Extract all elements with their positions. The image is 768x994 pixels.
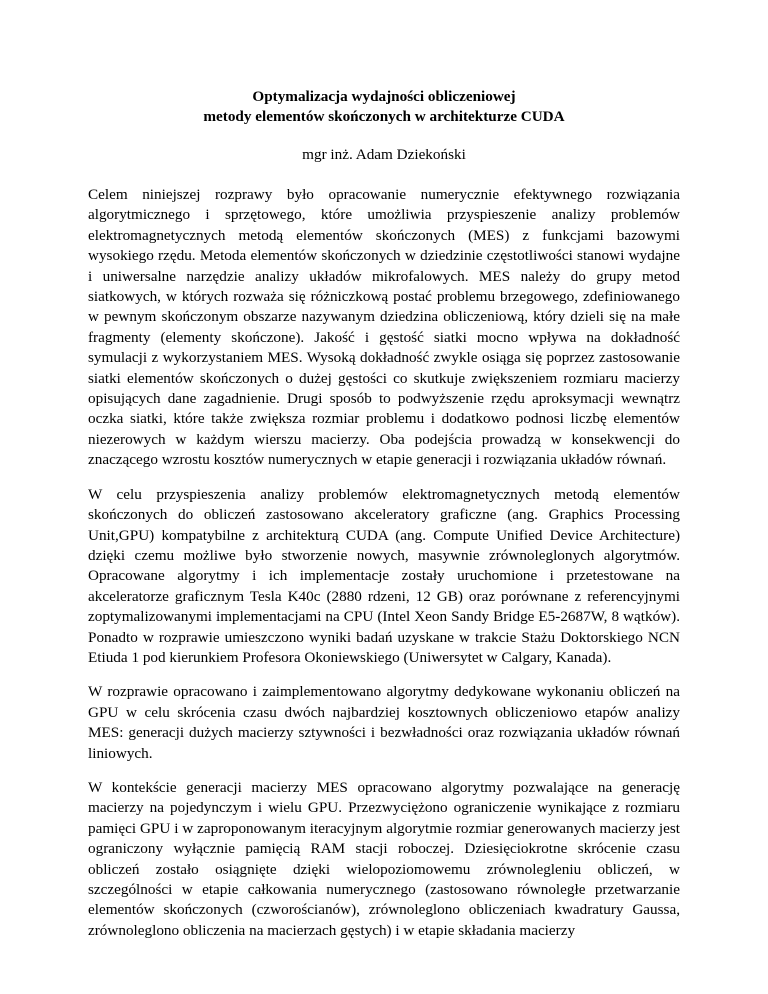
title-line-1: Optymalizacja wydajności obliczeniowej <box>252 88 516 105</box>
paragraph-3: W rozprawie opracowano i zaimplementowano algorytmy dedykowane wykonaniu obliczeń na GPU w celu skrócenia czasu dwóch najbardziej kosztownych obliczeniowo etapów analizy MES: generacji dużych macierzy sztywności i bezwładności oraz rozwiązania układów równań liniowych. <box>88 683 680 762</box>
paragraph-2: W celu przyspieszenia analizy problemów elektromagnetycznych metodą elementów skończonych do obliczeń zastosowano akceleratory graficzne (ang. Graphics Processing Unit,GPU) kompatybilne z architekturą CUDA (ang. Compute Unified Device Architecture) dzięki czemu możliwe było stworzenie nowych, masywnie zrównoleglonych algorytmów. Opracowane algorytmy i ich implementacje zostały uruchomione i przetestowane na akceleratorze graficznym Tesla K40c (2880 rdzeni, 12 GB) oraz porównane z referencyjnymi zoptymalizowanymi implementacjami na CPU (Intel Xeon Sandy Bridge E5-2687W, 8 wątków). Ponadto w rozprawie umieszczono wyniki badań uzyskane w trakcie Stażu Doktorskiego NCN Etiuda 1 pod kierunkiem Profesora Okoniewskiego (Uniwersytet w Calgary, Kanada). <box>88 485 680 666</box>
document-page <box>88 87 680 941</box>
paragraph-1: Celem niniejszej rozprawy było opracowanie numerycznie efektywnego rozwiązania algorytmicznego i sprzętowego, które umożliwia przyspieszenie analizy problemów elektromagnetycznych metodą elementów skończonych (MES) z funkcjami bazowymi wysokiego rzędu. Metoda elementów skończonych w dziedzinie częstotliwości stanowi wydajne i uniwersalne narzędzie analizy układów mikrofalowych. MES należy do grupy metod siatkowych, w których rozważa się różniczkową postać problemu brzegowego, zdefiniowanego w pewnym skończonym obszarze nazywanym dziedzina obliczeniową, który dzieli się na małe fragmenty (elementy skończone). Jakość i gęstość siatki mocno wpływa na dokładność symulacji z wykorzystaniem MES. Wysoką dokładność zwykle osiąga się poprzez zastosowanie siatki elementów skończonych o dużej gęstości co skutkuje zwiększeniem rozmiaru macierzy opisujących dane zagadnienie. Drugi sposób to podwyższenie rzędu aproksymacji wewnątrz oczka siatki, które także zwiększa rozmiar problemu i dodatkowo podnosi liczbę elementów niezerowych w każdym wierszu macierzy. Oba podejścia prowadzą w konsekwencji do znaczącego wzrostu kosztów numerycznych w etapie generacji i rozwiązania układów równań. <box>88 186 680 469</box>
document-title <box>88 87 680 127</box>
author-name: mgr inż. Adam Dziekoński <box>302 146 466 163</box>
title-line-2: metody elementów skończonych w architekturze CUDA <box>203 108 565 125</box>
paragraph-4: W kontekście generacji macierzy MES opracowano algorytmy pozwalające na generację macierzy na pojedynczym i wielu GPU. Przezwyciężono ograniczenie wynikające z rozmiaru pamięci GPU i w zaproponowanym iteracyjnym algorytmie rozmiar generowanych macierzy jest ograniczony wyłącznie pamięcią RAM stacji roboczej. Dziesięciokrotne skrócenie czasu obliczeń zostało osiągnięte dzięki wielopoziomowemu zrównolegleniu obliczeń, w szczególności w etapie całkowania numerycznego (zastosowano równoległe przetwarzanie elementów skończonych (czworościanów), zrównoleglono obliczeniach kwadratury Gaussa, zrównoleglono obliczenia na macierzach gęstych) i w etapie składania macierzy <box>88 778 680 939</box>
